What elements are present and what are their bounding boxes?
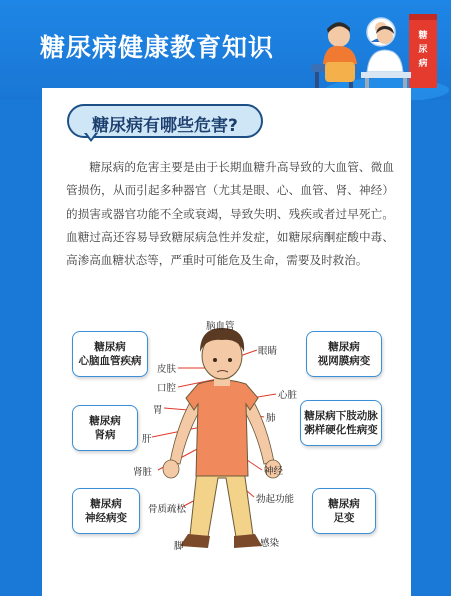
box-foot	[312, 488, 376, 534]
label-foot: 脚	[174, 541, 184, 552]
label-liver: 肝	[142, 434, 152, 445]
body-paragraph: 糖尿病的危害主要是由于长期血糖升高导致的大血管、微血管损伤，从而引起多种器官（尤其是眼、心、血管、肾、神经）的损害或器官功能不全或衰竭，导致失明、残疾或者过早死亡。血糖过高还容易导致糖尿病急性并发症，如糖尿病酮症酸中毒、高渗高血糖状态等，严重时可能危及生命，需要及时救治。	[66, 160, 394, 268]
header-sign-char-1: 糖	[418, 31, 428, 41]
box-limb	[300, 400, 382, 446]
box-foot-line2: 足变	[333, 512, 355, 524]
label-eye: 眼睛	[258, 346, 278, 357]
box-retina-line1: 糖尿病	[328, 341, 360, 353]
box-cardio-line2: 心脑血管疾病	[78, 355, 142, 367]
box-limb-line1: 糖尿病下肢动脉	[304, 410, 378, 422]
label-lung: 肺	[266, 413, 276, 424]
label-kidney: 肾脏	[133, 467, 153, 478]
box-limb-line2: 粥样硬化性病变	[304, 424, 378, 436]
box-neuro	[72, 488, 140, 534]
box-retina	[306, 331, 382, 377]
label-bone: 骨质疏松	[148, 504, 187, 515]
label-brain-vessel: 脑血管	[206, 321, 235, 332]
label-heart: 心脏	[278, 390, 298, 401]
question-text: 糖尿病有哪些危害?	[92, 116, 238, 136]
label-skin: 皮肤	[157, 364, 177, 375]
page-title: 糖尿病健康教育知识	[40, 33, 275, 62]
label-mouth: 口腔	[157, 383, 177, 394]
box-kidney-line2: 肾病	[94, 429, 116, 441]
box-retina-line2: 视网膜病变	[317, 355, 371, 367]
box-cardio	[72, 331, 148, 377]
label-nerve: 神经	[264, 466, 284, 477]
label-infection: 感染	[260, 538, 280, 549]
label-erection: 勃起功能	[256, 494, 295, 505]
header-sign-char-3: 病	[418, 59, 428, 69]
label-stomach: 胃	[153, 405, 163, 416]
box-cardio-line1: 糖尿病	[94, 341, 126, 353]
box-kidney-line1: 糖尿病	[89, 415, 121, 427]
box-neuro-line1: 糖尿病	[90, 498, 122, 510]
header-sign-char-2: 尿	[418, 45, 428, 55]
box-kidney	[72, 405, 138, 451]
box-neuro-line2: 神经病变	[85, 512, 127, 524]
box-foot-line1: 糖尿病	[328, 498, 360, 510]
